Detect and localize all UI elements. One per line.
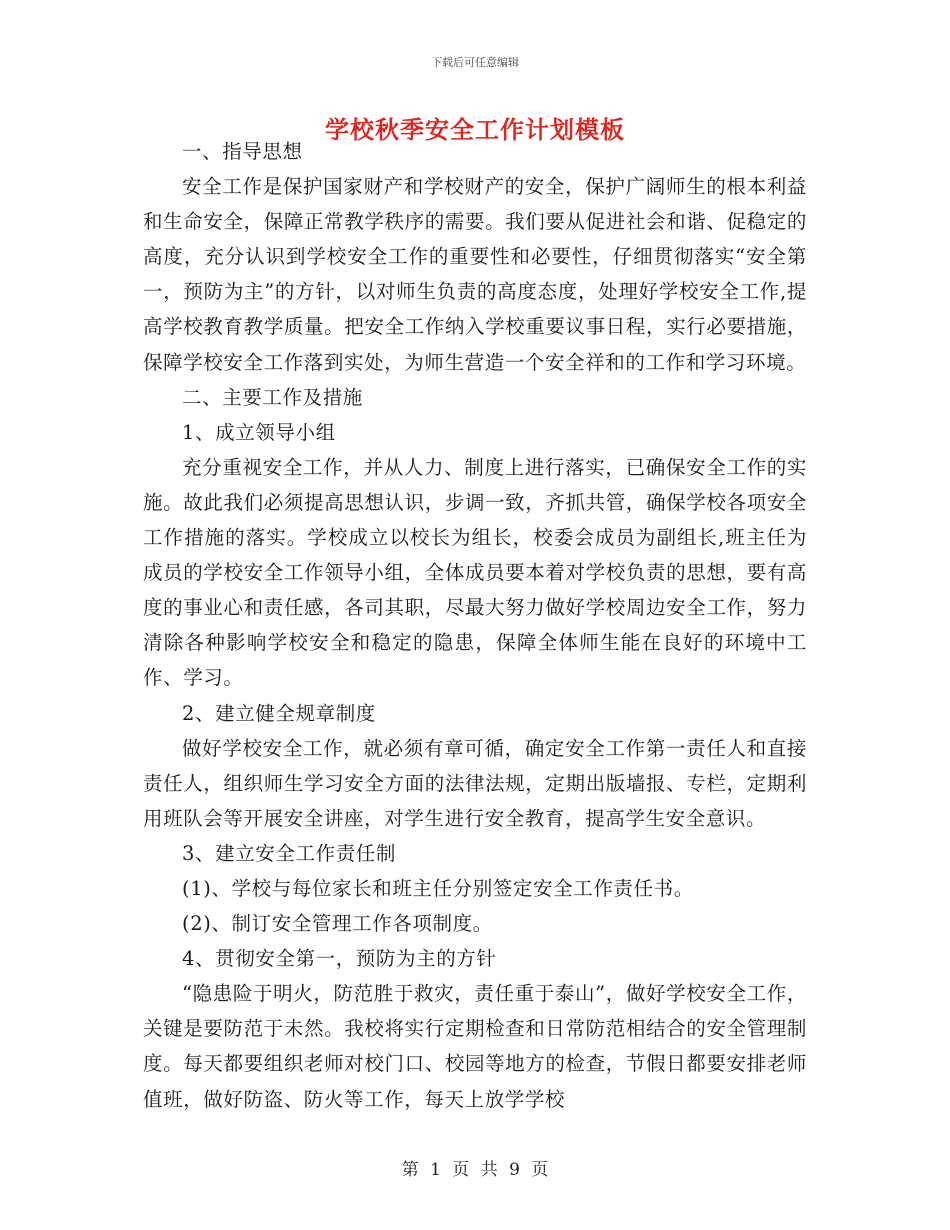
body-paragraph: 安全工作是保护国家财产和学校财产的安全，保护广阔师生的根本利益和生命安全，保障正常教学秩序的需要。我们要从促进社会和谐、促稳定的高度，充分认识到学校安全工作的重要性和必要性，仔细贯彻落实“安全第一，预防为主”的方针，以对师生负责的高度态度，处理好学校安全工作,提高学校教育教学质量。把安全工作纳入学校重要议事日程，实行必要措施，保障学校安全工作落到实处，为师生营造一个安全祥和的工作和学习环境。 [143, 175, 807, 374]
subsection-heading: 3、建立安全工作责任制 [182, 841, 397, 865]
body-paragraph: “隐患险于明火，防范胜于救灾，责任重于泰山”，做好学校安全工作，关键是要防范于未然。我校将实行定期检查和日常防范相结合的安全管理制度。每天都要组织老师对校门口、校园等地方的检查，节假日都要安排老师值班，做好防盗、防火等工作，每天上放学学校 [143, 982, 807, 1111]
header-note: 下载后可任意编辑 [431, 56, 519, 69]
section-heading: 二、主要工作及措施 [182, 385, 363, 409]
subsection-heading: 2、建立健全规章制度 [182, 701, 376, 725]
section-heading: 一、指导思想 [182, 140, 303, 163]
list-item: (1)、学校与每位家长和班主任分别签定安全工作责任书。 [182, 876, 694, 900]
list-item: (2)、制订安全管理工作各项制度。 [182, 912, 493, 936]
body-paragraph: 做好学校安全工作，就必须有章可循，确定安全工作第一责任人和直接责任人，组织师生学习安全方面的法律法规，定期出版墙报、专栏，定期利用班队会等开展安全讲座，对学生进行安全教育，提高学生安全意识。 [143, 736, 807, 830]
page-footer: 第 1 页 共 9 页 [401, 1160, 549, 1180]
document-body [143, 134, 807, 1117]
document-title: 学校秋季安全工作计划模板 [325, 116, 625, 144]
body-paragraph: 充分重视安全工作，并从人力、制度上进行落实，已确保安全工作的实施。故此我们必须提高思想认识，步调一致，齐抓共管，确保学校各项安全工作措施的落实。学校成立以校长为组长，校委会成员为副组长,班主任为成员的学校安全工作领导小组，全体成员要本着对学校负责的思想，要有高度的事业心和责任感，各司其职，尽最大努力做好学校周边安全工作，努力清除各种影响学校安全和稳定的隐患，保障全体师生能在良好的环境中工作、学习。 [143, 455, 807, 690]
subsection-heading: 1、成立领导小组 [182, 420, 336, 444]
subsection-heading: 4、贯彻安全第一，预防为主的方针 [182, 947, 497, 971]
